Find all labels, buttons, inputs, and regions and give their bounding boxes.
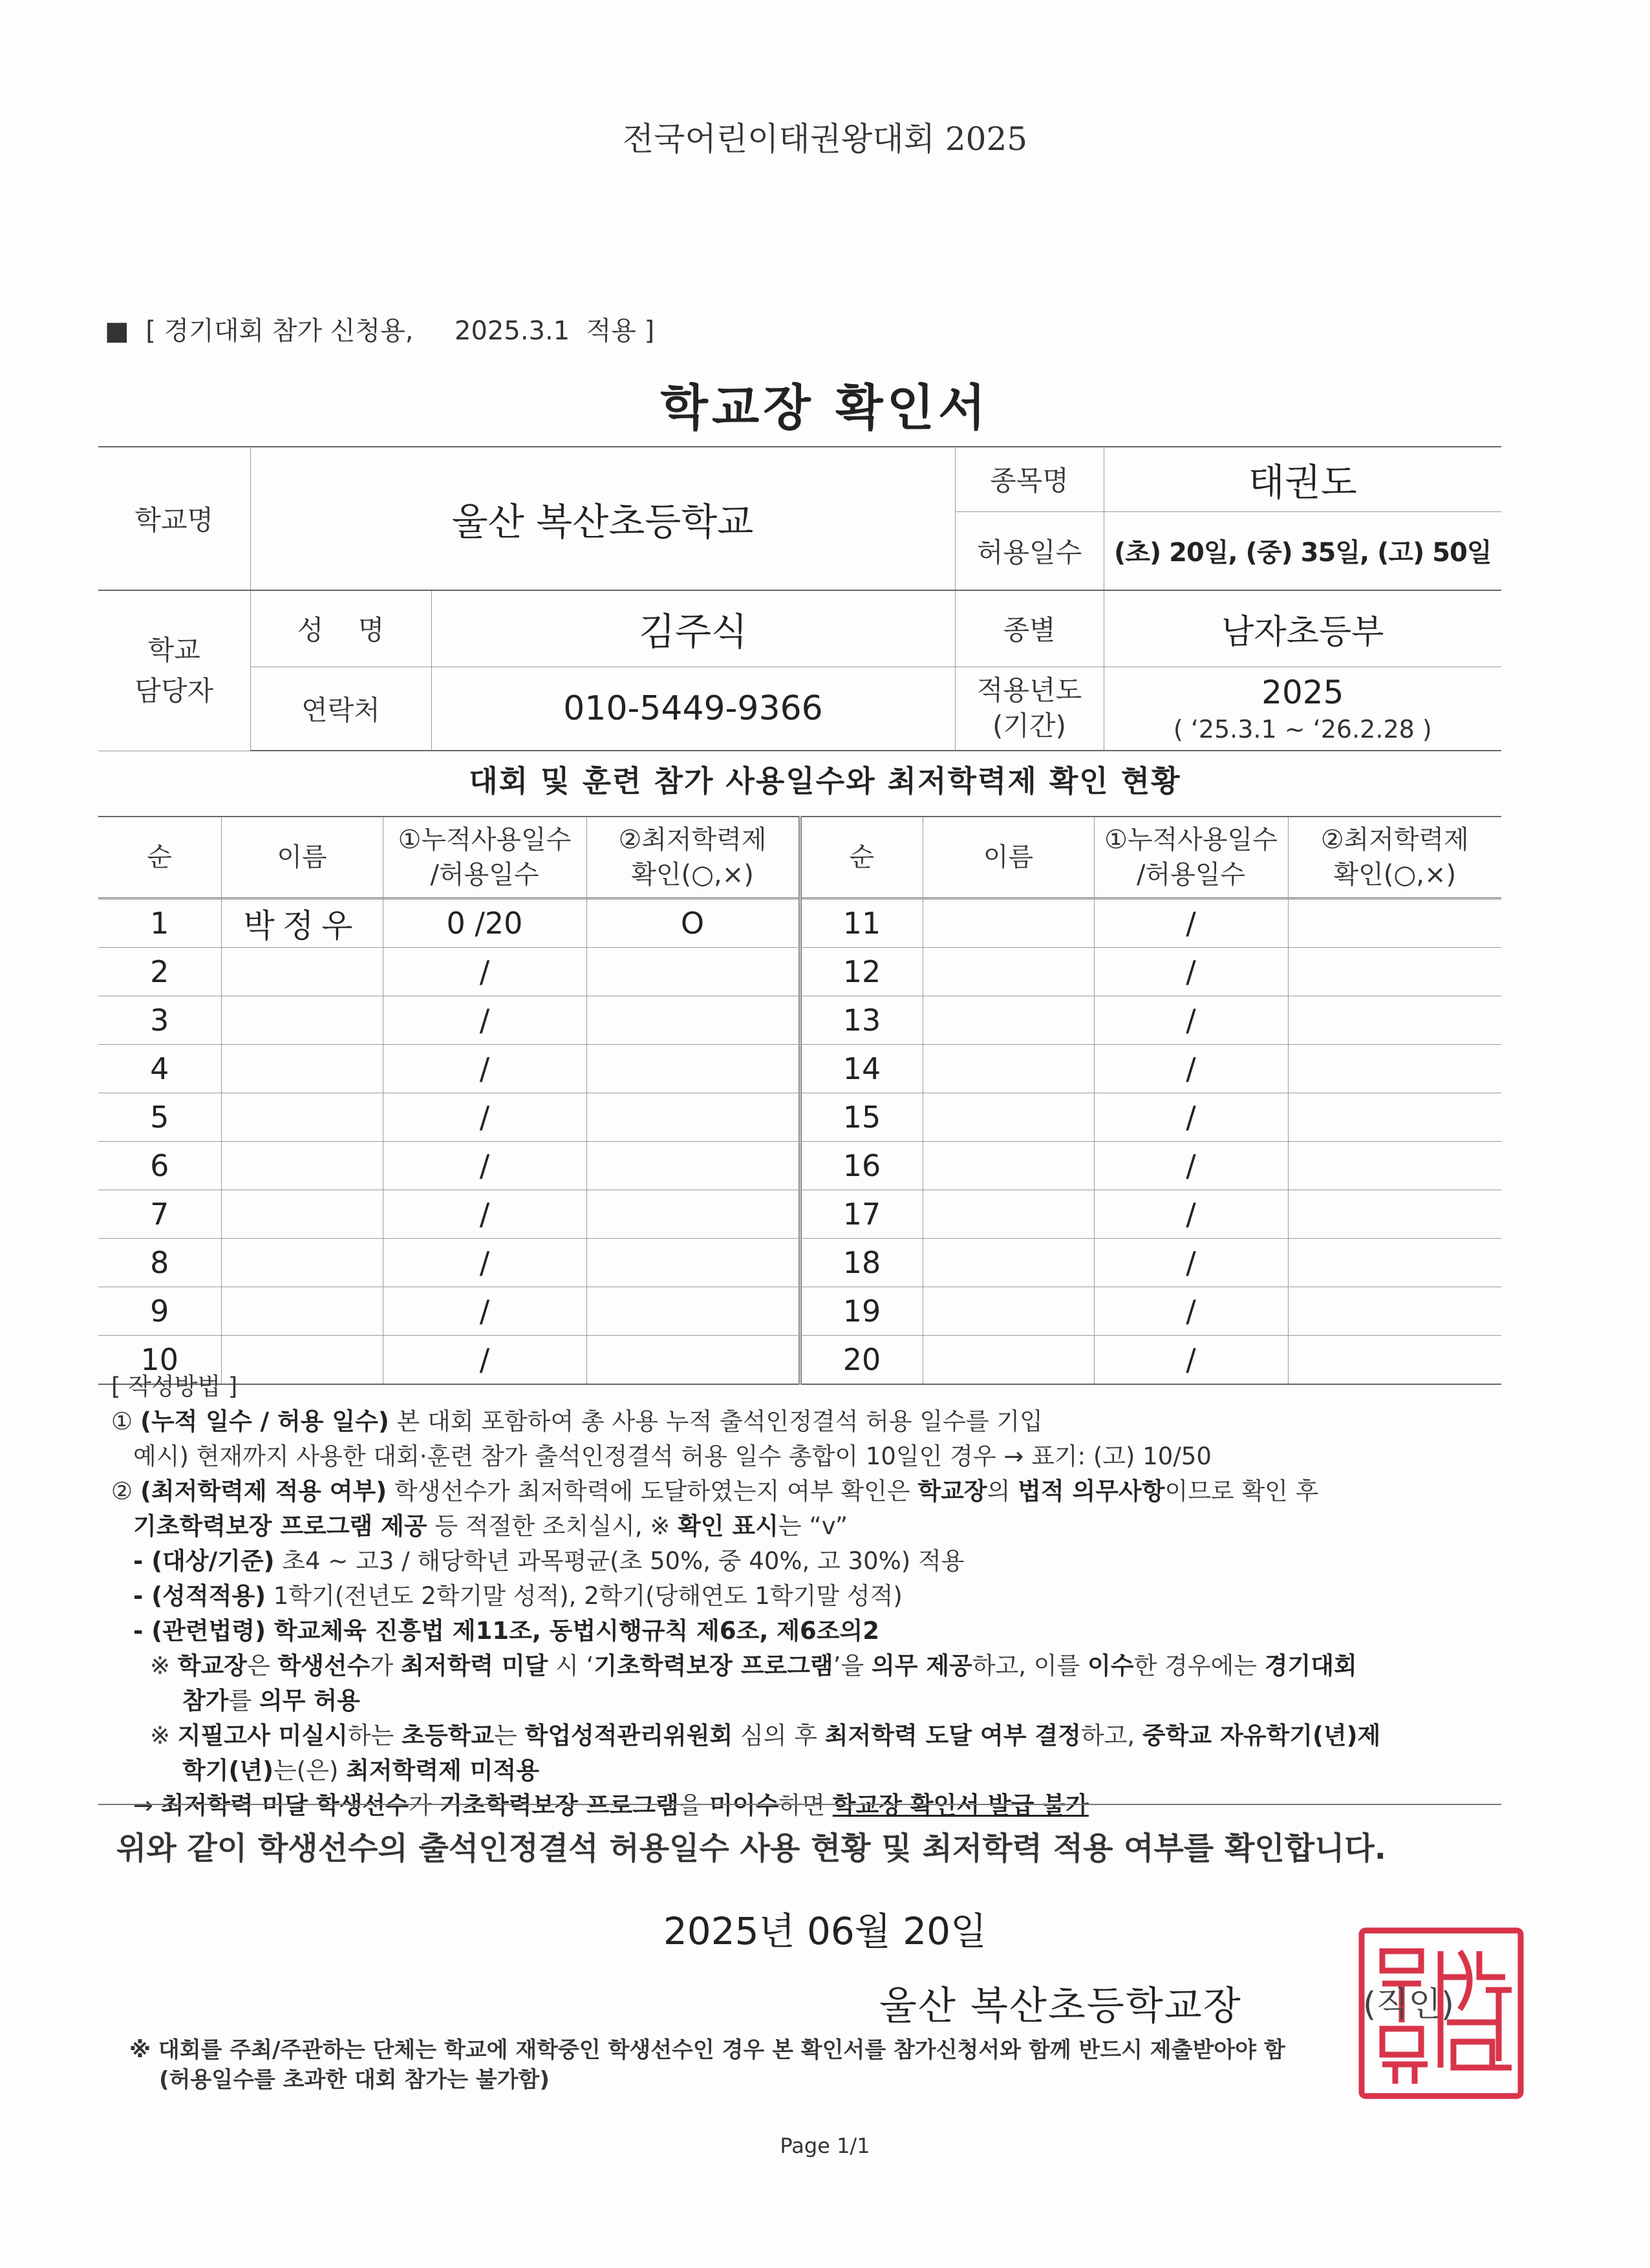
contact-person-label: 학교 담당자 xyxy=(98,590,250,751)
year-label-line2: (기간) xyxy=(992,709,1066,742)
table-row xyxy=(98,899,1501,948)
row-number: 20 xyxy=(800,1336,923,1385)
row-number: 16 xyxy=(800,1142,923,1190)
header-name-2: 이름 xyxy=(923,817,1094,899)
remark-1-c: 은 xyxy=(247,1652,278,1680)
header-days xyxy=(383,817,586,899)
days-used: / xyxy=(1094,1142,1288,1190)
remark-2-line2-bold: 학기(년) xyxy=(182,1757,274,1784)
year-label-line1: 적용년도 xyxy=(976,674,1082,707)
remark-2-h: 최저학력 도달 여부 결정 xyxy=(824,1722,1081,1749)
row-number: 9 xyxy=(98,1287,221,1336)
row-number: 8 xyxy=(98,1239,221,1287)
min-grade-check xyxy=(1288,996,1501,1045)
instruction-2 xyxy=(111,1474,1508,1509)
min-grade-check xyxy=(586,1045,800,1093)
page-number: Page 1/1 xyxy=(780,2134,870,2158)
instruction-2-line2-bold2: 확인 표시 xyxy=(678,1512,779,1540)
bullet-law-text: - (관련법령) 학교체육 진흥법 제11조, 동법시행규칙 제6조, 제6조의2 xyxy=(133,1617,879,1645)
min-grade-check xyxy=(1288,1142,1501,1190)
header-grade-line2: 확인(○,×) xyxy=(631,860,754,890)
days-used: / xyxy=(1094,1336,1288,1385)
days-used: / xyxy=(1094,1287,1288,1336)
bullet-law xyxy=(111,1614,1508,1649)
header-grade-line1: ②최저학력제 xyxy=(618,825,767,855)
school-name-value: 울산 복산초등학교 xyxy=(250,447,955,590)
apply-note: ■ [ 경기대회 참가 신청용, 2025.3.1 적용 ] xyxy=(105,316,655,346)
min-grade-check xyxy=(586,1190,800,1239)
student-name xyxy=(923,1142,1094,1190)
student-name xyxy=(221,1239,383,1287)
divider xyxy=(98,1804,1501,1805)
header-no-2: 순 xyxy=(800,817,923,899)
instruction-1 xyxy=(111,1404,1508,1439)
header-grade-2 xyxy=(1288,817,1501,899)
row-number: 6 xyxy=(98,1142,221,1190)
header-days-2-line2: /허용일수 xyxy=(1136,860,1246,890)
instruction-2-text-c: 의 xyxy=(987,1477,1018,1505)
instruction-2-text-a: 학생선수가 최저학력에 도달하였는지 여부 확인은 xyxy=(387,1477,918,1505)
instruction-1-example: 예시) 현재까지 사용한 대회·훈련 참가 출석인정결석 허용 일수 총합이 10일인 경우 → 표기: (고) 10/50 xyxy=(133,1442,1212,1470)
remark-2-a: ※ xyxy=(150,1722,178,1749)
table-row xyxy=(98,996,1501,1045)
student-name xyxy=(221,1045,383,1093)
remark-1-g: 시 ‘ xyxy=(548,1652,594,1680)
school-name-label: 학교명 xyxy=(98,447,250,590)
row-number: 2 xyxy=(98,948,221,996)
min-grade-check xyxy=(1288,1287,1501,1336)
student-name xyxy=(923,1190,1094,1239)
min-grade-check xyxy=(586,1093,800,1142)
remark-1-line2-bold: 참가 xyxy=(182,1687,229,1715)
principal-name: 울산 복산초등학교장 xyxy=(879,1984,1242,2029)
row-number: 11 xyxy=(800,899,923,948)
header-grade-2-line2: 확인(○,×) xyxy=(1333,860,1457,890)
instructions xyxy=(111,1369,1508,1823)
year-value: 2025 xyxy=(1261,673,1344,711)
instruction-2-bold-b: 학교장 xyxy=(917,1477,987,1505)
student-table-header xyxy=(98,817,1501,899)
row-number: 15 xyxy=(800,1093,923,1142)
student-name xyxy=(221,948,383,996)
remark-2-d: 초등학교 xyxy=(402,1722,495,1749)
table-row xyxy=(98,1142,1501,1190)
student-name: 박정우 xyxy=(221,899,383,948)
min-grade-check xyxy=(1288,899,1501,948)
days-used: / xyxy=(1094,1045,1288,1093)
table-row xyxy=(98,1287,1501,1336)
remark-1-line2-text: 를 xyxy=(228,1687,259,1715)
remark-1-n: 경기대회 xyxy=(1264,1652,1357,1680)
arrow-note-g: 하면 xyxy=(778,1792,833,1819)
remark-2-i: 하고, xyxy=(1080,1722,1142,1749)
min-grade-check xyxy=(1288,1190,1501,1239)
remark-1-f: 최저학력 미달 xyxy=(401,1652,548,1680)
arrow-note-e: 을 xyxy=(678,1792,710,1819)
bullet-grades-title: - (성적적용) xyxy=(133,1582,266,1610)
row-number: 5 xyxy=(98,1093,221,1142)
days-used: / xyxy=(383,1093,586,1142)
footnote xyxy=(129,2035,1285,2095)
header-days-line2: /허용일수 xyxy=(430,860,539,890)
student-name xyxy=(923,996,1094,1045)
year-period: ( ‘25.3.1 ~ ‘26.2.28 ) xyxy=(1173,714,1432,744)
instruction-2-title: (최저학력제 적용 여부) xyxy=(140,1477,387,1505)
sport-value: 태권도 xyxy=(1104,447,1501,511)
instruction-2-line2-text: 등 적절한 조치실시, ※ xyxy=(427,1512,678,1540)
days-used: / xyxy=(383,1336,586,1385)
allowed-days-value: (초) 20일, (중) 35일, (고) 50일 xyxy=(1104,511,1501,590)
header-days-line1: ①누적사용일수 xyxy=(398,825,572,855)
remark-2-g: 심의 후 xyxy=(733,1722,825,1749)
year-label xyxy=(955,667,1104,751)
min-grade-check xyxy=(586,996,800,1045)
remark-1-l: 이수 xyxy=(1088,1652,1134,1680)
min-grade-check xyxy=(1288,1093,1501,1142)
student-name xyxy=(221,1142,383,1190)
remark-2-e: 는 xyxy=(494,1722,525,1749)
row-number: 1 xyxy=(98,899,221,948)
row-number: 12 xyxy=(800,948,923,996)
min-grade-check xyxy=(1288,1045,1501,1093)
days-used: / xyxy=(1094,899,1288,948)
remark-1-k: 하고, 이를 xyxy=(972,1652,1088,1680)
sport-label: 종목명 xyxy=(955,447,1104,511)
min-grade-check xyxy=(586,948,800,996)
student-name xyxy=(923,1093,1094,1142)
row-number: 4 xyxy=(98,1045,221,1093)
min-grade-check: O xyxy=(586,899,800,948)
row-number: 7 xyxy=(98,1190,221,1239)
row-number: 3 xyxy=(98,996,221,1045)
row-number: 18 xyxy=(800,1239,923,1287)
bullet-grades-text: 1학기(전년도 2학기말 성적), 2학기(당해연도 1학기말 성적) xyxy=(266,1582,903,1610)
instruction-2-line2-text2: 는 “v” xyxy=(778,1512,848,1540)
phone-value: 010-5449-9366 xyxy=(431,667,955,751)
remark-2-line2 xyxy=(111,1753,1508,1788)
header-name: 이름 xyxy=(221,817,383,899)
remark-1-m: 한 경우에는 xyxy=(1133,1652,1265,1680)
document-title: 학교장 확인서 xyxy=(660,379,990,436)
bullet-target xyxy=(111,1544,1508,1579)
student-name xyxy=(923,899,1094,948)
remark-1-j: 의무 제공 xyxy=(871,1652,972,1680)
arrow-note-f: 미이수 xyxy=(709,1792,779,1819)
remark-2-c: 하는 xyxy=(347,1722,402,1749)
table-row xyxy=(98,1093,1501,1142)
manager-name-label: 성 명 xyxy=(250,590,431,667)
days-used: / xyxy=(383,1142,586,1190)
table-row xyxy=(98,1045,1501,1093)
header-days-2-line1: ①누적사용일수 xyxy=(1104,825,1278,855)
days-used: / xyxy=(383,1239,586,1287)
instruction-2-line2-bold: 기초학력보장 프로그램 제공 xyxy=(133,1512,427,1540)
days-used: 0 /20 xyxy=(383,899,586,948)
phone-label: 연락처 xyxy=(250,667,431,751)
section-title: 대회 및 훈련 참가 사용일수와 최저학력제 확인 현황 xyxy=(469,764,1181,798)
row-number: 17 xyxy=(800,1190,923,1239)
school-info-table xyxy=(98,446,1501,751)
category-value: 남자초등부 xyxy=(1104,590,1501,667)
row-number: 19 xyxy=(800,1287,923,1336)
arrow-note-b: 최저학력 미달 학생선수 xyxy=(160,1792,409,1819)
arrow-note-h: 학교장 확인서 발급 불가 xyxy=(832,1792,1089,1819)
student-name xyxy=(923,1287,1094,1336)
student-name xyxy=(221,1190,383,1239)
days-used: / xyxy=(1094,1239,1288,1287)
days-used: / xyxy=(1094,1093,1288,1142)
days-used: / xyxy=(383,1287,586,1336)
arrow-note-c: 가 xyxy=(408,1792,440,1819)
manager-name-value: 김주식 xyxy=(431,590,955,667)
instruction-2-text-e: 이므로 확인 후 xyxy=(1164,1477,1319,1505)
footnote-line1: ※ 대회를 주최/주관하는 단체는 학교에 재학중인 학생선수인 경우 본 확인서를 참가신청서와 함께 반드시 제출받아야 함 xyxy=(129,2037,1285,2063)
min-grade-check xyxy=(1288,1239,1501,1287)
category-label: 종별 xyxy=(955,590,1104,667)
row-number: 14 xyxy=(800,1045,923,1093)
instruction-2-number: ② xyxy=(111,1477,133,1505)
min-grade-check xyxy=(1288,948,1501,996)
remark-2-line2-bold2: 최저학력제 미적용 xyxy=(346,1757,539,1784)
student-name xyxy=(923,1239,1094,1287)
student-name xyxy=(221,1287,383,1336)
header-days-2 xyxy=(1094,817,1288,899)
instruction-1-text: 본 대회 포함하여 총 사용 누적 출석인정결석 허용 일수를 기입 xyxy=(389,1407,1043,1435)
student-name xyxy=(221,1093,383,1142)
remark-1-d: 학생선수 xyxy=(277,1652,370,1680)
min-grade-check xyxy=(586,1239,800,1287)
confirm-statement: 위와 같이 학생선수의 출석인정결석 허용일수 사용 현황 및 최저학력 적용 여부를 확인합니다. xyxy=(116,1830,1387,1867)
bullet-target-text: 초4 ~ 고3 / 해당학년 과목평균(초 50%, 중 40%, 고 30%) 적용 xyxy=(274,1547,965,1575)
arrow-note-a: → xyxy=(133,1792,161,1819)
remark-1 xyxy=(111,1649,1508,1684)
arrow-note xyxy=(111,1788,1508,1823)
min-grade-check xyxy=(586,1142,800,1190)
remark-1-line2-bold2: 의무 허용 xyxy=(259,1687,360,1715)
event-title: 전국어린이태권왕대회 2025 xyxy=(622,120,1028,158)
student-table xyxy=(98,816,1501,1385)
table-row xyxy=(98,948,1501,996)
remark-1-a: ※ xyxy=(150,1652,178,1680)
year-cell xyxy=(1104,667,1501,751)
remark-2 xyxy=(111,1718,1508,1753)
instruction-1-title: (누적 일수 / 허용 일수) xyxy=(140,1407,389,1435)
arrow-note-d: 기초학력보장 프로그램 xyxy=(439,1792,679,1819)
days-used: / xyxy=(1094,1190,1288,1239)
remark-2-b: 지필고사 미실시 xyxy=(177,1722,348,1749)
days-used: / xyxy=(383,1190,586,1239)
header-no: 순 xyxy=(98,817,221,899)
days-used: / xyxy=(1094,996,1288,1045)
bullet-target-title: - (대상/기준) xyxy=(133,1547,275,1575)
remark-2-j: 중학교 자유학기(년)제 xyxy=(1142,1722,1381,1749)
days-used: / xyxy=(383,1045,586,1093)
student-name xyxy=(923,948,1094,996)
remark-1-line2 xyxy=(111,1684,1508,1718)
instruction-2-line2 xyxy=(111,1509,1508,1544)
student-name xyxy=(923,1045,1094,1093)
row-number: 13 xyxy=(800,996,923,1045)
days-used: / xyxy=(383,996,586,1045)
remark-2-f: 학업성적관리위원회 xyxy=(524,1722,733,1749)
remark-1-h: 기초학력보장 프로그램 xyxy=(594,1652,833,1680)
remark-1-e: 가 xyxy=(370,1652,401,1680)
days-used: / xyxy=(1094,948,1288,996)
header-grade xyxy=(586,817,800,899)
remark-1-i: ’을 xyxy=(833,1652,872,1680)
instruction-2-bold-d: 법적 의무사항 xyxy=(1018,1477,1165,1505)
bullet-grades xyxy=(111,1579,1508,1614)
student-name xyxy=(221,996,383,1045)
min-grade-check xyxy=(586,1287,800,1336)
instructions-heading: [ 작성방법 ] xyxy=(111,1373,238,1400)
allowed-days-label: 허용일수 xyxy=(955,511,1104,590)
table-row xyxy=(98,1239,1501,1287)
footnote-line2: (허용일수를 초과한 대회 참가는 불가함) xyxy=(159,2067,550,2093)
issue-date: 2025년 06월 20일 xyxy=(663,1909,987,1953)
seal-label: (직인) xyxy=(1363,1985,1455,2024)
table-row xyxy=(98,1190,1501,1239)
remark-1-b: 학교장 xyxy=(177,1652,247,1680)
header-grade-2-line1: ②최저학력제 xyxy=(1320,825,1469,855)
row-number: 10 xyxy=(98,1336,221,1385)
days-used: / xyxy=(383,948,586,996)
remark-2-line2-text: 는(은) xyxy=(273,1757,347,1784)
instruction-1-number: ① xyxy=(111,1407,133,1435)
